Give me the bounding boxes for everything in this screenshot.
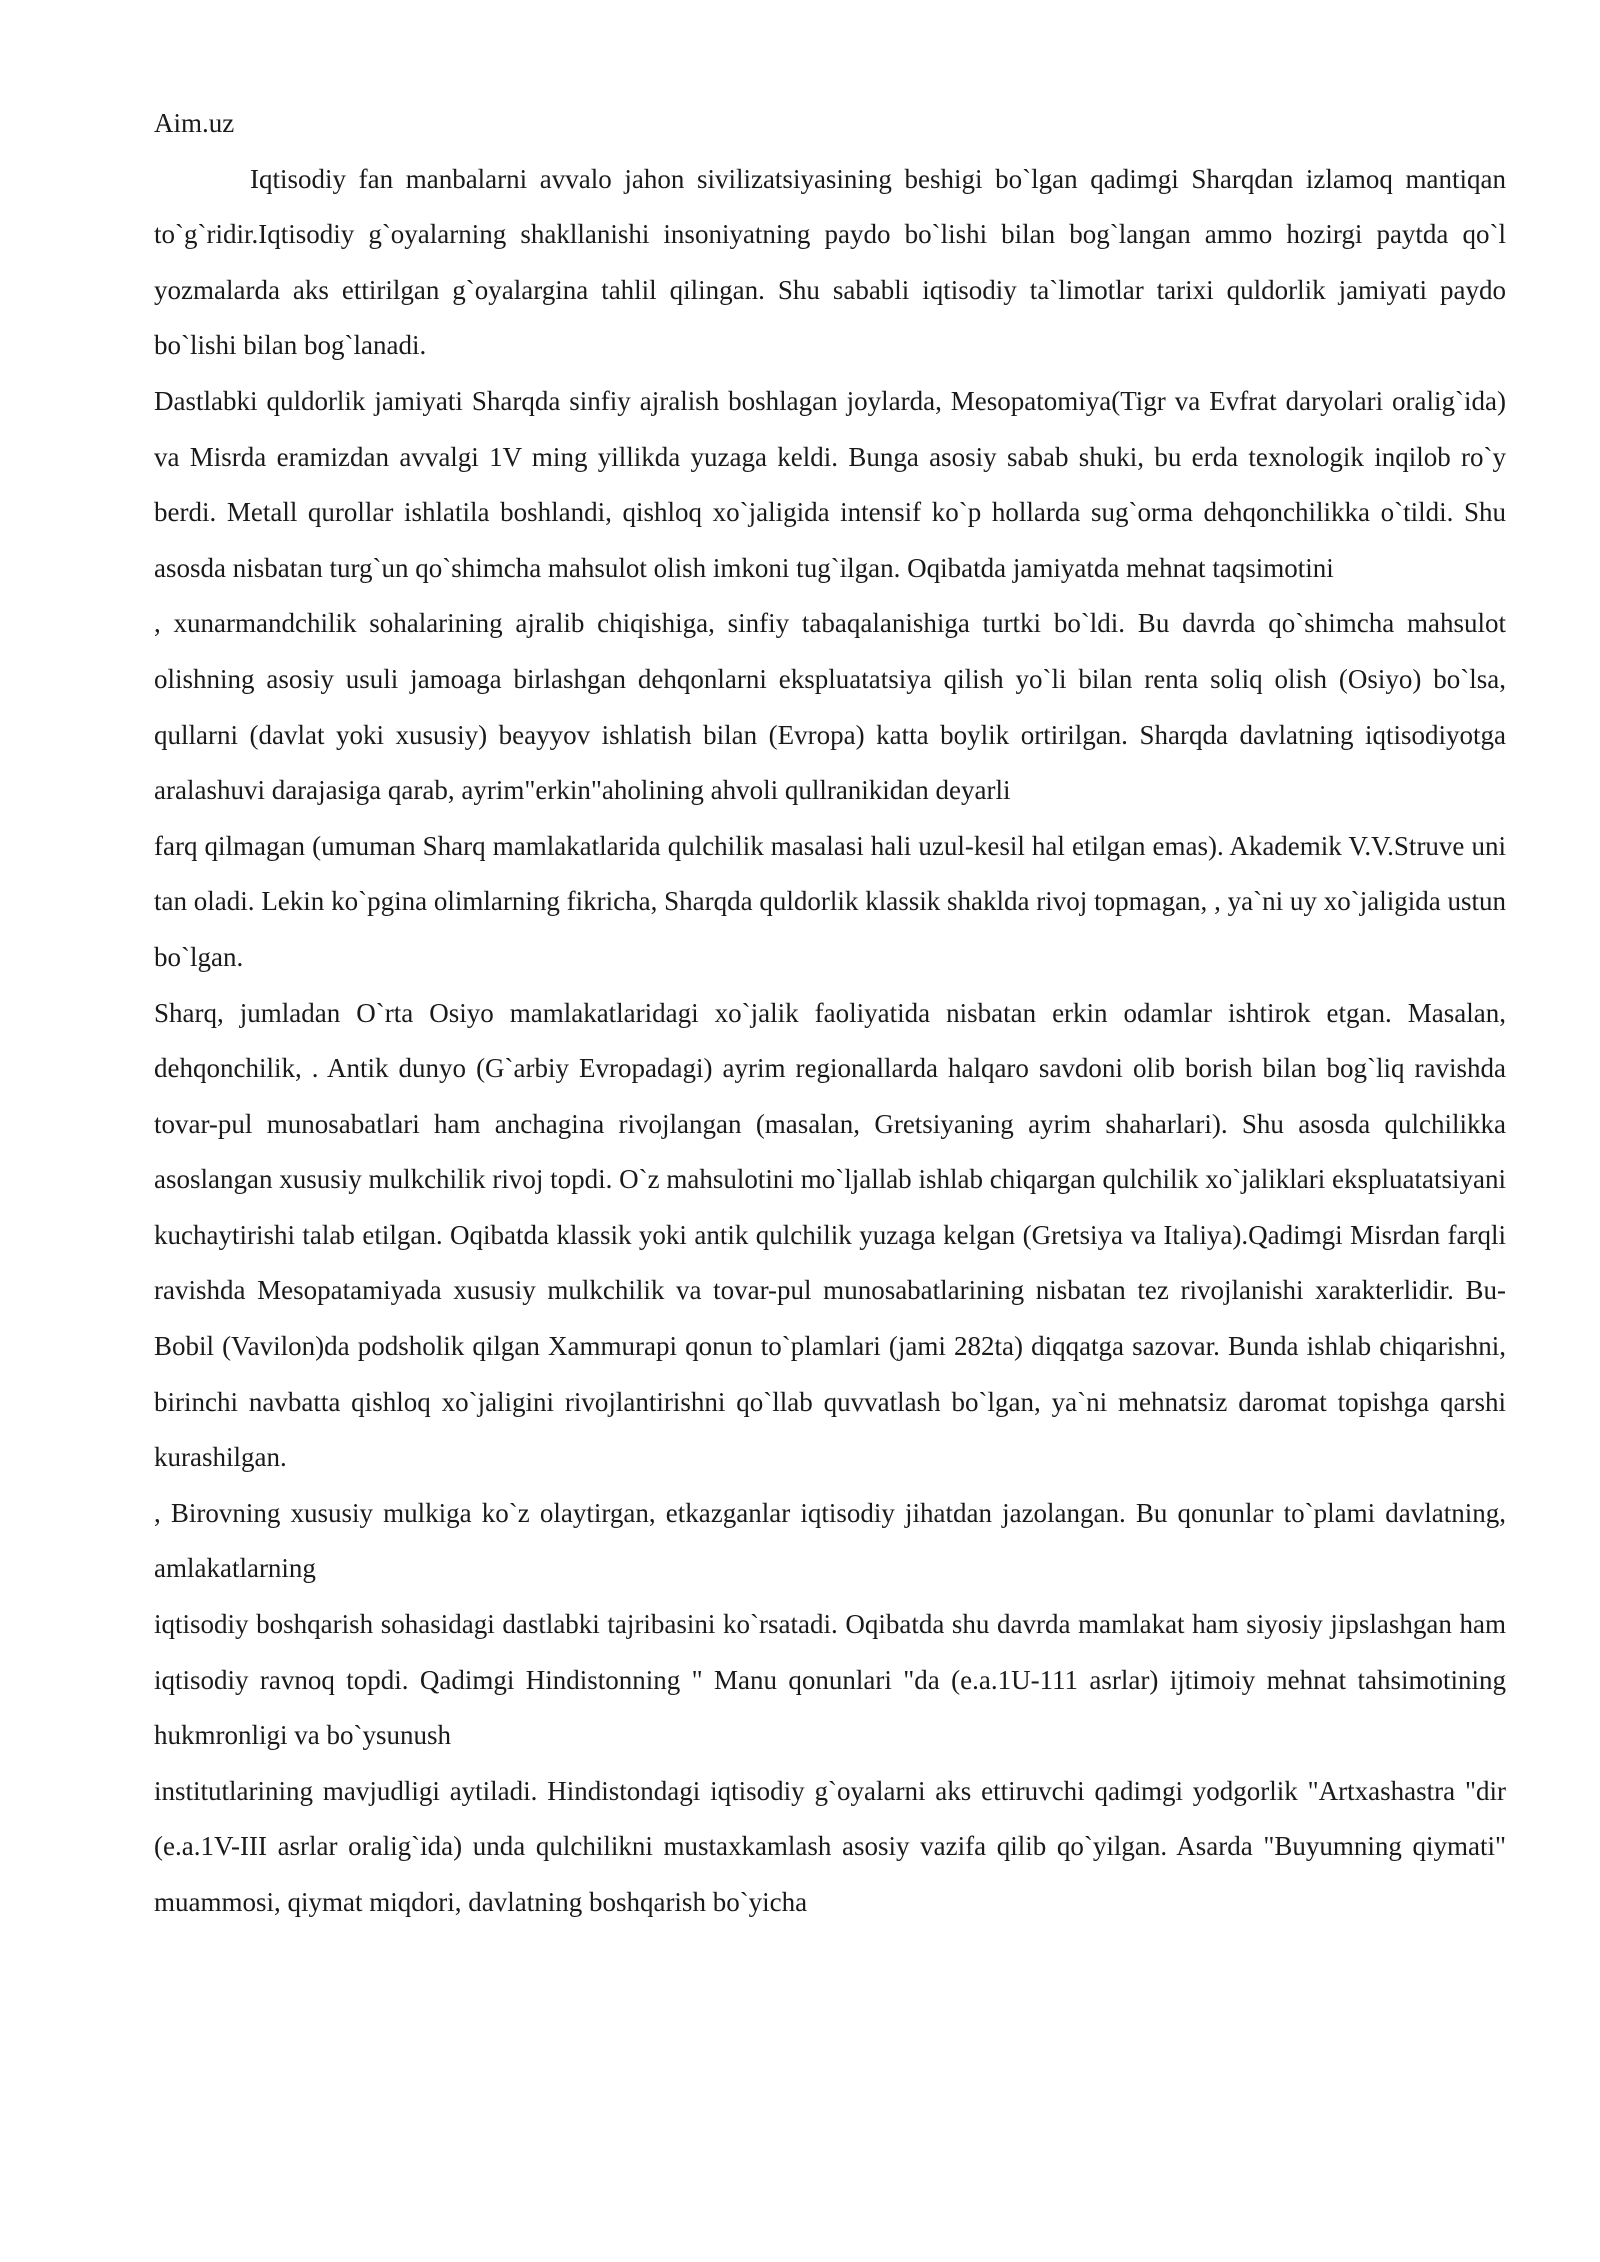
paragraph-3: , xunarmandchilik sohalarining ajralib chiqishiga, sinfiy tabaqalanishiga turtki bo`ldi. Bu davrda qo`shimcha mahsulot olishning asosiy usuli jamoaga birlashgan dehqonlarni ekspluatatsiya qilish yo`li bilan renta soliq olish (Osiyo) bo`lsa, qullarni (davlat yoki xususiy) beayyov ishlatish bilan (Evropa) katta boylik ortirilgan. Sharqda davlatning iqtisodiyotga aralashuvi darajasiga qarab, ayrim"erkin"aholining ahvoli qullranikidan deyarli bbox=[154, 608, 1506, 806]
paragraph-7: iqtisodiy boshqarish sohasidagi dastlabki tajribasini ko`rsatadi. Oqibatda shu davrda mamlakat ham siyosiy jipslashgan ham iqtisodiy ravnoq topdi. Qadimgi Hindistonning " Manu qonunlari "da (e.a.1U-111 asrlar) ijtimoiy mehnat tahsimotining hukmronligi va bo`ysunush bbox=[154, 1609, 1506, 1751]
paragraph-2: Dastlabki quldorlik jamiyati Sharqda sinfiy ajralish boshlagan joylarda, Mesopatomiya(Tigr va Evfrat daryolari oralig`ida) va Misrda eramizdan avvalgi 1V ming yillikda yuzaga keldi. Bunga asosiy sabab shuki, bu erda texnologik inqilob ro`y berdi. Metall qurollar ishlatila boshlandi, qishloq xo`jaligida intensif ko`p hollarda sug`orma dehqonchilikka o`tildi. Shu asosda nisbatan turg`un qo`shimcha mahsulot olish imkoni tug`ilgan. Oqibatda jamiyatda mehnat taqsimotini bbox=[154, 385, 1506, 583]
paragraph-8: institutlarining mavjudligi aytiladi. Hindistondagi iqtisodiy g`oyalarni aks ettiruvchi qadimgi yodgorlik "Artxashastra "dir (e.a.1V-III asrlar oralig`ida) unda qulchilikni mustaxkamlash asosiy vazifa qilib qo`yilgan. Asarda "Buyumning qiymati" muammosi, qiymat miqdori, davlatning boshqarish bo`yicha bbox=[154, 1775, 1506, 1917]
paragraph-1: Iqtisodiy fan manbalarni avvalo jahon sivilizatsiyasining beshigi bo`lgan qadimgi Sharqdan izlamoq mantiqan to`g`ridir.Iqtisodiy g`oyalarning shakllanishi insoniyatning paydo bo`lishi bilan bog`langan ammo hozirgi paytda qo`l yozmalarda aks ettirilgan g`oyalargina tahlil qilingan. Shu sababli iqtisodiy ta`limotlar tarixi quldorlik jamiyati paydo bo`lishi bilan bog`lanadi. bbox=[154, 163, 1506, 361]
paragraph-6: , Birovning xususiy mulkiga ko`z olaytirgan, etkazganlar iqtisodiy jihatdan jazolangan. Bu qonunlar to`plami davlatning, amlakatlarning bbox=[154, 1497, 1506, 1584]
site-header: Aim.uz bbox=[154, 108, 235, 138]
paragraph-4: farq qilmagan (umuman Sharq mamlakatlarida qulchilik masalasi hali uzul-kesil hal etilgan emas). Akademik V.V.Struve uni tan oladi. Lekin ko`pgina olimlarning fikricha, Sharqda quldorlik klassik shaklda rivoj topmagan, , ya`ni uy xo`jaligida ustun bo`lgan. bbox=[154, 830, 1506, 972]
paragraph-5: Sharq, jumladan O`rta Osiyo mamlakatlaridagi xo`jalik faoliyatida nisbatan erkin odamlar ishtirok etgan. Masalan, dehqonchilik, . Antik dunyo (G`arbiy Evropadagi) ayrim regionallarda halqaro savdoni olib borish bilan bog`liq ravishda tovar-pul munosabatlari ham anchagina rivojlangan (masalan, Gretsiyaning ayrim shaharlari). Shu asosda qulchilikka asoslangan xususiy mulkchilik rivoj topdi. O`z mahsulotini mo`ljallab ishlab chiqargan qulchilik xo`jaliklari ekspluatatsiyani kuchaytirishi talab etilgan. Oqibatda klassik yoki antik qulchilik yuzaga kelgan (Gretsiya va Italiya).Qadimgi Misrdan farqli ravishda Mesopatamiyada xususiy mulkchilik va tovar-pul munosabatlarining nisbatan tez rivojlanishi xarakterlidir. Bu-Bobil (Vavilon)da podsholik qilgan Xammurapi qonun to`plamlari (jami 282ta) diqqatga sazovar. Bunda ishlab chiqarishni, birinchi navbatta qishloq xo`jaligini rivojlantirishni qo`llab quvvatlash bo`lgan, ya`ni mehnatsiz daromat topishga qarshi kurashilgan. bbox=[154, 997, 1506, 1473]
document-page bbox=[154, 96, 1506, 1931]
